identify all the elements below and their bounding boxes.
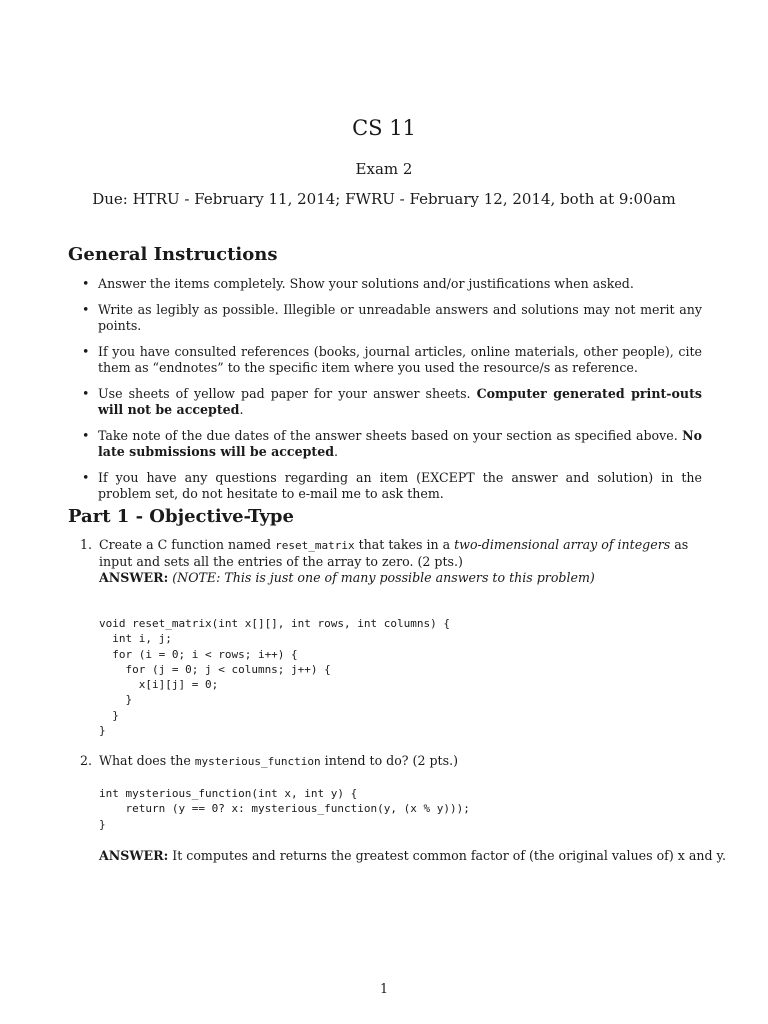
answer-label: ANSWER: xyxy=(99,570,169,585)
instruction-tail: . xyxy=(239,402,244,417)
exam-title: Exam 2 xyxy=(355,160,413,178)
answer-note: (NOTE: This is just one of many possible answers to this problem) xyxy=(172,570,595,585)
question-text: What does the xyxy=(99,753,195,768)
bullet-icon: • xyxy=(82,385,90,401)
question-2 xyxy=(80,753,702,770)
instruction-text: Take note of the due dates of the answer sheets based on your section as specified above. xyxy=(98,427,683,443)
instruction-bold-text: Computer generated print-outs will not be accepted xyxy=(98,385,702,417)
bullet-icon: • xyxy=(82,301,90,317)
instruction-text: Use sheets of yellow pad paper for your answer sheets. xyxy=(98,385,477,401)
answer-text: It computes and returns the greatest common factor of (the original values of) x and y. xyxy=(168,848,726,863)
instruction-item xyxy=(82,470,702,503)
instruction-item xyxy=(82,386,702,419)
bullet-icon: • xyxy=(82,343,90,359)
question-body xyxy=(99,753,702,770)
instruction-item xyxy=(82,302,702,335)
question-text: Create a C function named xyxy=(99,537,276,552)
page-number: 1 xyxy=(379,981,388,996)
question-body xyxy=(99,537,702,586)
instruction-text: Write as legibly as possible. Illegible or unreadable answers and solutions may not merit any points. xyxy=(98,301,702,333)
answer-label: ANSWER: xyxy=(99,848,169,863)
question-1 xyxy=(80,537,702,586)
general-instructions-heading: General Instructions xyxy=(68,244,278,265)
instruction-text: If you have any questions regarding an item (EXCEPT the answer and solution) in the problem set, do not hesitate to e-mail me to ask them. xyxy=(98,469,702,501)
bullet-icon: • xyxy=(82,469,90,485)
question-number: 2. xyxy=(80,753,93,768)
function-name: reset_matrix xyxy=(275,539,355,552)
function-name: mysterious_function xyxy=(194,755,321,768)
due-date-line: Due: HTRU - February 11, 2014; FWRU - February 12, 2014, both at 9:00am xyxy=(92,190,676,208)
question-text: as input and sets all the entries of the array to zero. (2 pts.) xyxy=(99,537,689,569)
instruction-text: If you have consulted references (books, journal articles, online materials, other people), cite them as “endnotes” to the specific item where you used the resource/s as reference. xyxy=(98,343,702,375)
instruction-item xyxy=(82,428,702,461)
bullet-icon: • xyxy=(82,427,90,443)
question-text: that takes in a xyxy=(354,537,455,552)
instruction-item xyxy=(82,276,702,293)
bullet-icon: • xyxy=(82,276,90,291)
course-title: CS 11 xyxy=(352,116,416,140)
answer-2 xyxy=(99,848,726,863)
code-block-2: int mysterious_function(int x, int y) { return (y == 0? x: mysterious_function(y, (x % y))); } xyxy=(99,787,470,831)
instruction-item xyxy=(82,344,702,377)
code-block-1: void reset_matrix(int x[][], int rows, int columns) { int i, j; for (i = 0; i < rows; i++) { for (j = 0; j < columns; j++) { x[i][j] = 0; } } } xyxy=(99,617,450,738)
question-number: 1. xyxy=(80,537,93,552)
part1-heading: Part 1 - Objective-Type xyxy=(68,506,294,527)
instruction-tail: . xyxy=(334,444,339,459)
instruction-bold-text: No late submissions will be accepted xyxy=(98,427,702,459)
question-text: intend to do? (2 pts.) xyxy=(320,753,458,768)
instructions-list xyxy=(82,276,702,512)
instruction-text: Answer the items completely. Show your solutions and/or justifications when asked. xyxy=(98,276,634,291)
question-emphasis: two-dimensional array of integers xyxy=(454,537,671,552)
